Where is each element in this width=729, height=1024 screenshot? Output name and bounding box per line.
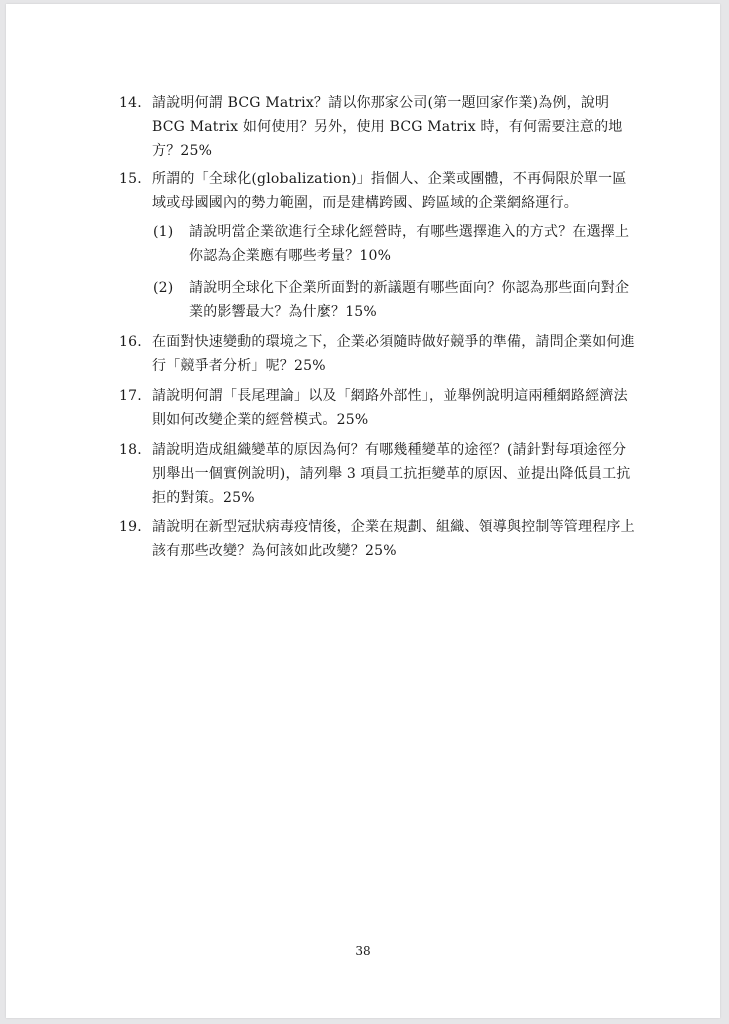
page-number: 38 xyxy=(355,944,371,958)
question-number: 18. xyxy=(119,442,142,458)
question-text: 所謂的「全球化(globalization)」指個人、企業或團體，不再侷限於單一區域或母國國內的勢力範圍，而是建構跨國、跨區域的企業網絡運行。 xyxy=(152,171,627,211)
question-number: 14. xyxy=(119,95,142,111)
question-18 xyxy=(119,438,639,510)
question-number: 16. xyxy=(119,334,142,350)
question-15 xyxy=(119,167,639,215)
question-text: 請說明在新型冠狀病毒疫情後，企業在規劃、組織、領導與控制等管理程序上該有那些改變？為何該如此改變？25% xyxy=(152,519,635,559)
question-19 xyxy=(119,515,639,563)
question-16 xyxy=(119,330,639,378)
subquestion-text: 請說明當企業欲進行全球化經營時，有哪些選擇進入的方式？在選擇上你認為企業應有哪些考量？10% xyxy=(189,224,630,264)
question-text: 在面對快速變動的環境之下，企業必須隨時做好競爭的準備，請問企業如何進行「競爭者分析」呢？25% xyxy=(152,334,635,374)
subquestion-text: 請說明全球化下企業所面對的新議題有哪些面向？你認為那些面向對企業的影響最大？為什麼？15% xyxy=(189,280,630,320)
question-number: 15. xyxy=(119,171,142,187)
subquestion-number: (1) xyxy=(153,224,174,240)
document-page xyxy=(6,4,720,1018)
subquestion-2 xyxy=(153,276,639,324)
question-text: 請說明何謂「長尾理論」以及「網路外部性」，並舉例說明這兩種網路經濟法則如何改變企業的經營模式。25% xyxy=(152,388,628,428)
question-number: 17. xyxy=(119,388,142,404)
question-14 xyxy=(119,91,639,163)
question-text: 請說明造成組織變革的原因為何？有哪幾種變革的途徑？(請針對每項途徑分別舉出一個實例說明)，請列舉 3 項員工抗拒變革的原因、並提出降低員工抗拒的對策。25% xyxy=(152,442,631,506)
question-text: 請說明何謂 BCG Matrix？請以你那家公司(第一題回家作業)為例，說明BCG Matrix 如何使用？另外，使用 BCG Matrix 時，有何需要注意的地方？25% xyxy=(152,95,623,159)
question-number: 19. xyxy=(119,519,142,535)
question-17 xyxy=(119,384,639,432)
subquestion-1 xyxy=(153,220,639,268)
subquestion-number: (2) xyxy=(153,280,174,296)
